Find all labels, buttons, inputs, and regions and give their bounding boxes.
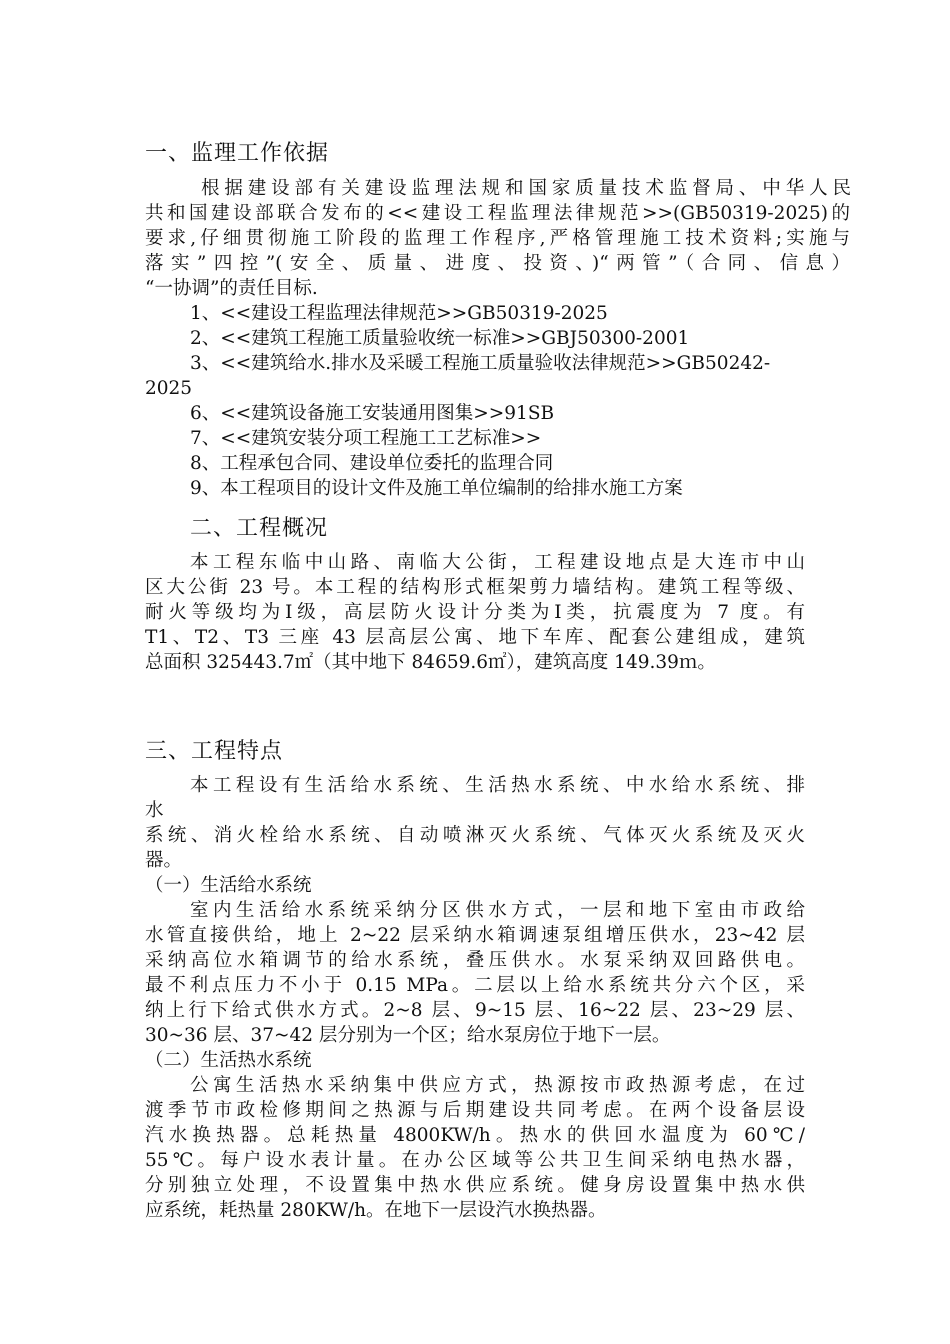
section-2-paragraph-line: T1、T2、T3 三座 43 层高层公寓、地下车库、配套公建组成，建筑 — [145, 627, 805, 648]
subsection-2-line: 分别独立处理，不设置集中热水供应系统。健身房设置集中热水供 — [145, 1175, 805, 1196]
section-1-paragraph-line: 共和国建设部联合发布的<<建设工程监理法律规范>>(GB50319-2025)的 — [145, 203, 850, 224]
reference-item: 6、<<建筑设备施工安装通用图集>>91SB — [190, 403, 555, 424]
reference-item: 1、<<建设工程监理法律规范>>GB50319-2025 — [190, 303, 608, 324]
section-1-paragraph-line: “一协调”的责任目标. — [145, 278, 318, 299]
section-2-heading: 二、工程概况 — [190, 516, 329, 541]
subsection-1-line: 30~36 层、37~42 层分别为一个区；给水泵房位于地下一层。 — [145, 1025, 671, 1046]
subsection-2-line: 公寓生活热水采纳集中供应方式，热源按市政热源考虑，在过 — [190, 1075, 805, 1096]
reference-item: 9、本工程项目的设计文件及施工单位编制的给排水施工方案 — [190, 478, 683, 499]
section-3-intro-line: 器。 — [145, 850, 183, 871]
subsection-2-line: 汽水换热器。总耗热量 4800KW/h。热水的供回水温度为 60℃/ — [145, 1125, 805, 1146]
subsection-1-title: （一）生活给水系统 — [145, 875, 312, 896]
section-2-paragraph-line: 总面积 325443.7㎡（其中地下 84659.6㎡），建筑高度 149.39ｍ。 — [145, 652, 716, 673]
section-3-heading: 三、工程特点 — [145, 739, 284, 764]
section-2-paragraph-line: 区大公街 23 号。本工程的结构形式框架剪力墙结构。建筑工程等级、 — [145, 577, 805, 598]
section-3-intro-line: 水 — [145, 800, 164, 821]
section-1-paragraph-line: 根据建设部有关建设监理法规和国家质量技术监督局、中华人民 — [201, 178, 851, 199]
subsection-1-line: 水管直接供给，地上 2~22 层采纳水箱调速泵组增压供水，23~42 层 — [145, 925, 805, 946]
reference-item-continuation: 2025 — [145, 378, 193, 399]
reference-item: 7、<<建筑安装分项工程施工工艺标准>> — [190, 428, 542, 449]
subsection-1-line: 纳上行下给式供水方式。2~8 层、9~15 层、16~22 层、23~29 层、 — [145, 1000, 805, 1021]
section-3-intro-line: 系统、消火栓给水系统、自动喷淋灭火系统、气体灭火系统及灭火 — [145, 825, 805, 846]
reference-item: 8、工程承包合同、建设单位委托的监理合同 — [190, 453, 554, 474]
subsection-2-title: （二）生活热水系统 — [145, 1050, 312, 1071]
section-1-paragraph-line: 落实”四控”(安全、质量、进度、投资、)“两管”（合同、信息） — [145, 253, 850, 274]
subsection-2-line: 55℃。每户设水表计量。在办公区域等公共卫生间采纳电热水器， — [145, 1150, 805, 1171]
section-1-paragraph-line: 要求,仔细贯彻施工阶段的监理工作程序,严格管理施工技术资料;实施与 — [145, 228, 850, 249]
subsection-1-line: 采纳高位水箱调节的给水系统，叠压供水。水泵采纳双回路供电。 — [145, 950, 805, 971]
subsection-2-line: 应系统，耗热量 280KW/h。在地下一层设汽水换热器。 — [145, 1200, 607, 1221]
section-1-heading: 一、监理工作依据 — [145, 141, 330, 166]
section-2-paragraph-line: 本工程东临中山路、南临大公街，工程建设地点是大连市中山 — [190, 552, 805, 573]
reference-item: 2、<<建筑工程施工质量验收统一标准>>GBJ50300-2001 — [190, 328, 690, 349]
reference-item: 3、<<建筑给水.排水及采暖工程施工质量验收法律规范>>GB50242- — [190, 353, 771, 374]
section-2-paragraph-line: 耐火等级均为Ⅰ级，高层防火设计分类为Ⅰ类，抗震度为 7 度。有 — [145, 602, 805, 623]
subsection-1-line: 最不利点压力不小于 0.15 MPa。二层以上给水系统共分六个区，采 — [145, 975, 805, 996]
section-3-intro-line: 本工程设有生活给水系统、生活热水系统、中水给水系统、排 — [190, 775, 805, 796]
subsection-1-line: 室内生活给水系统采纳分区供水方式，一层和地下室由市政给 — [190, 900, 805, 921]
subsection-2-line: 渡季节市政检修期间之热源与后期建设共同考虑。在两个设备层设 — [145, 1100, 805, 1121]
